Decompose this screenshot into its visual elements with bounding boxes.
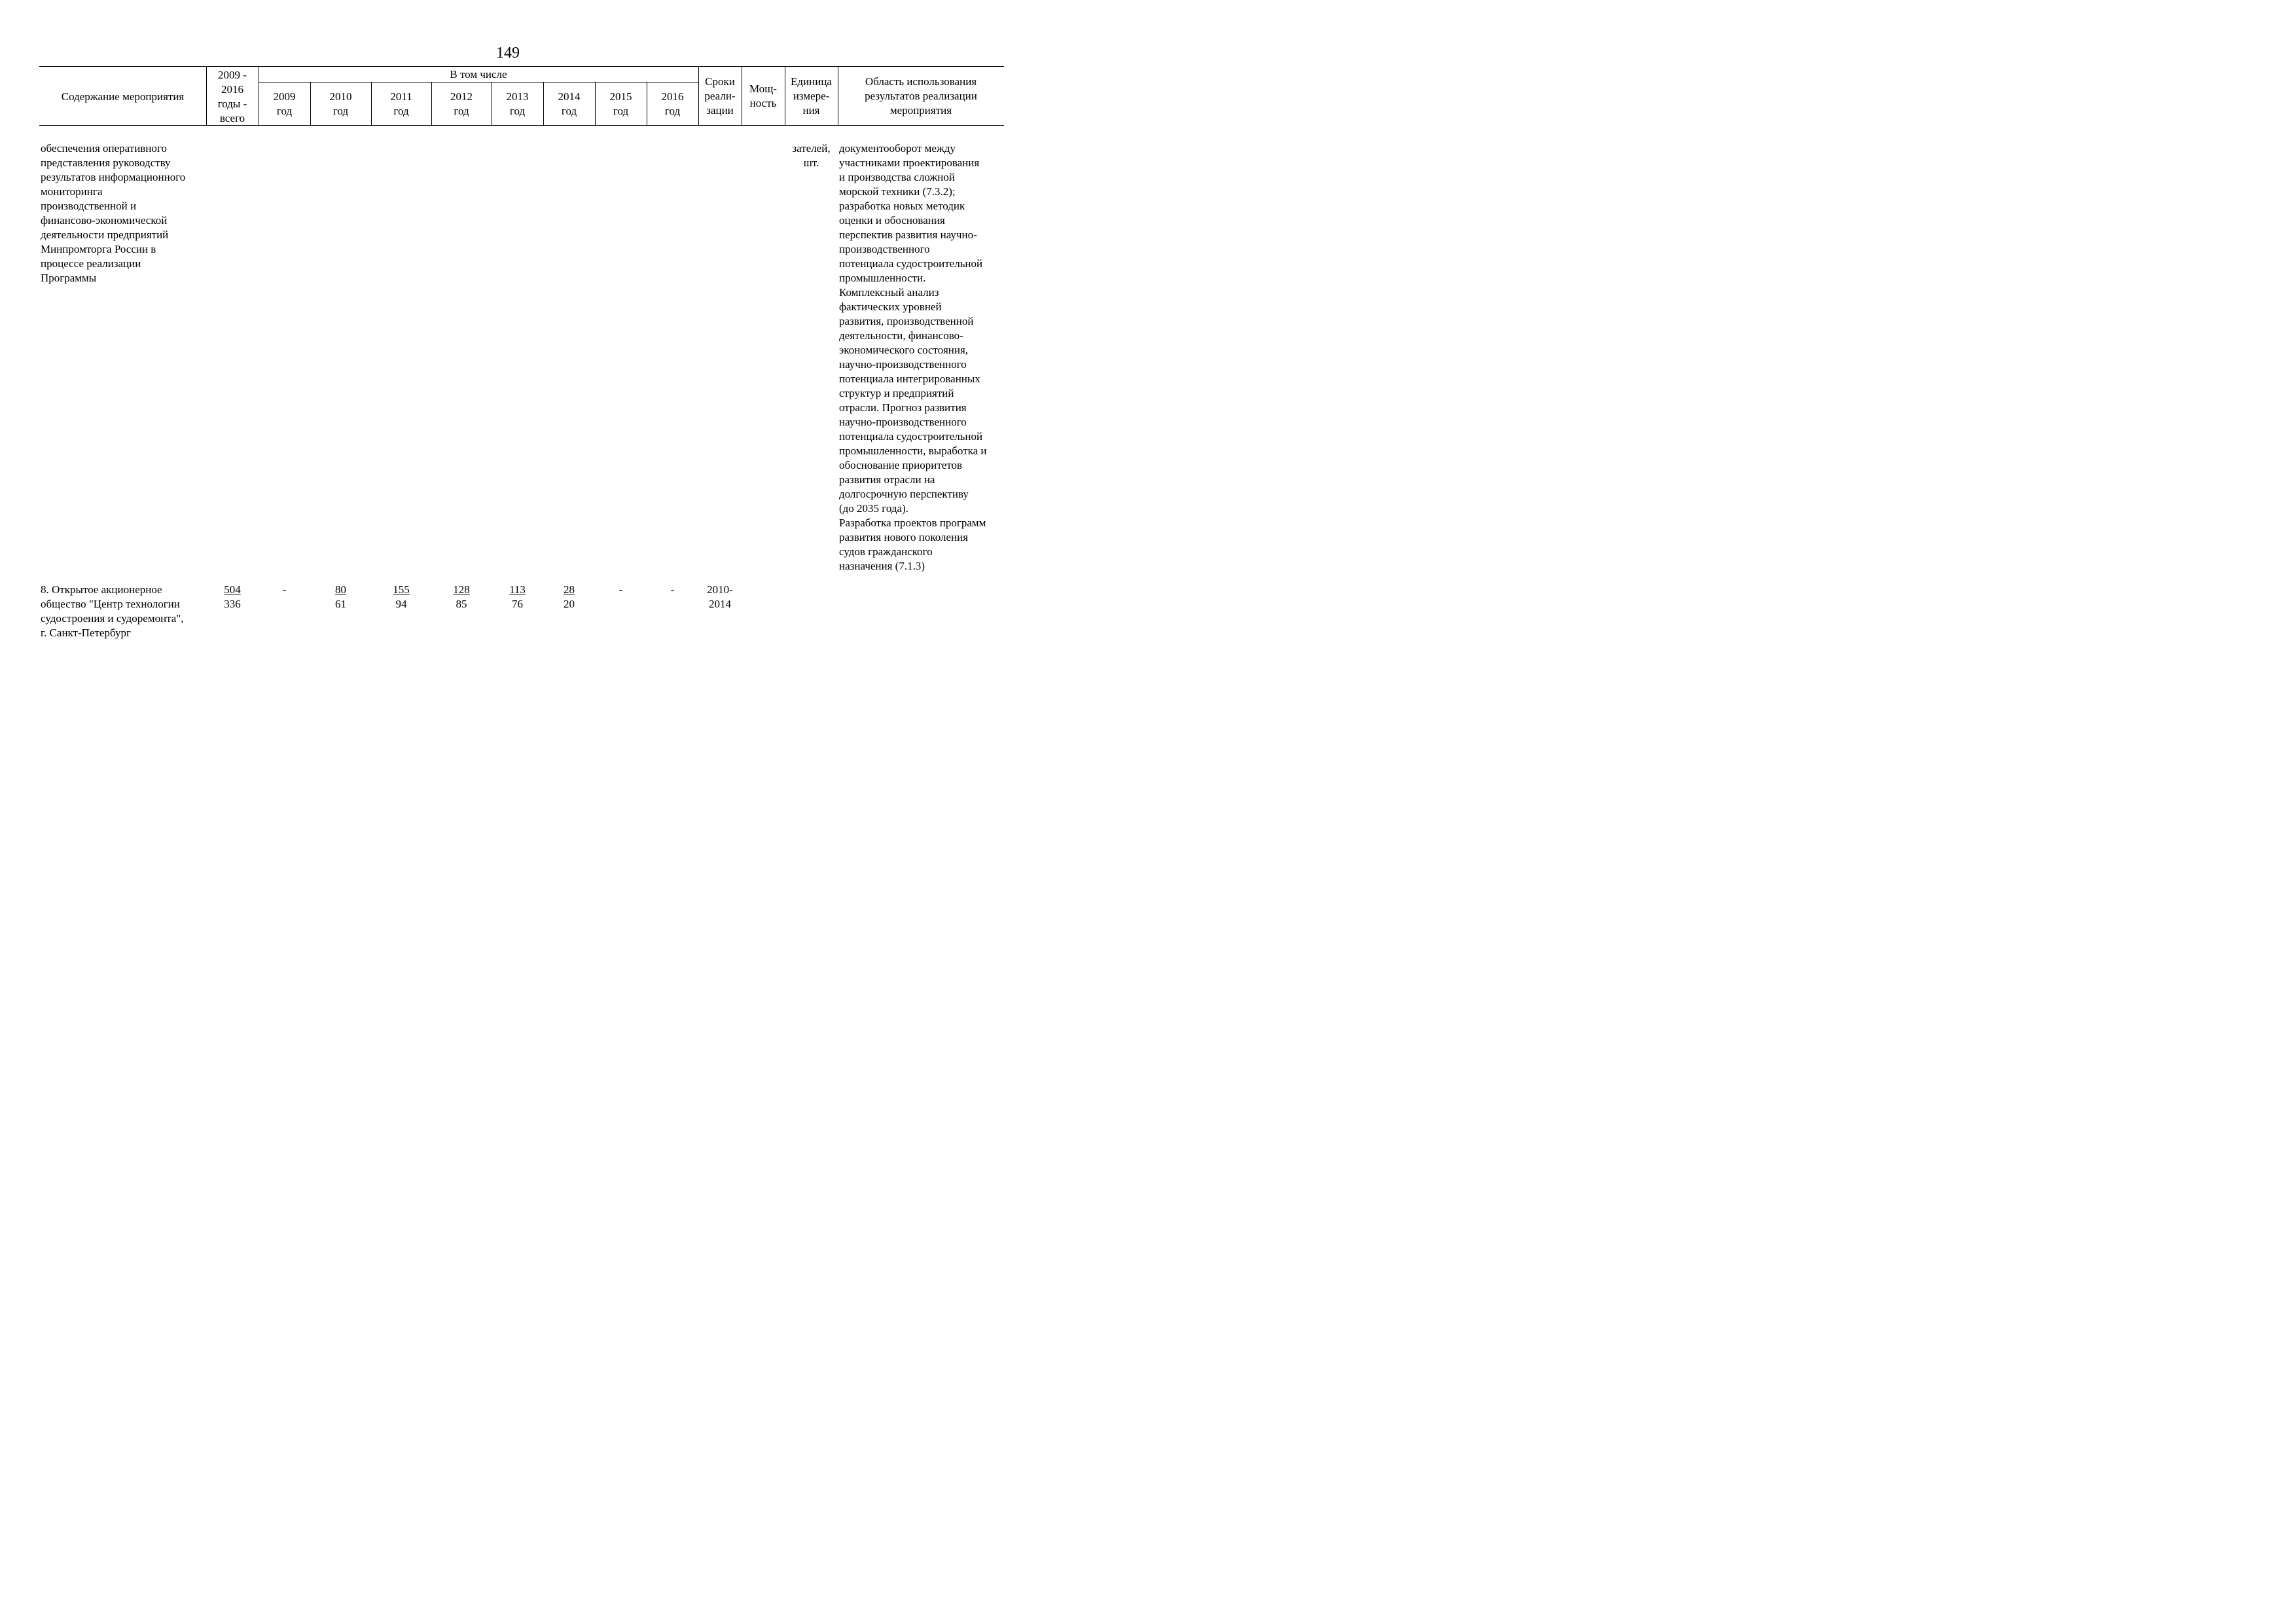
text-line: г. Санкт-Петербург <box>41 627 131 639</box>
value-2012-bottom: 85 <box>456 598 467 610</box>
year-number: 2016 <box>661 90 684 103</box>
text-line: производственного <box>839 243 930 255</box>
text-line: структур и предприятий <box>839 387 954 399</box>
cell-2012 <box>431 583 492 611</box>
year-suffix: год <box>613 105 629 117</box>
text-line: обоснование приоритетов <box>839 459 963 471</box>
text-line: финансово-экономической <box>41 214 168 227</box>
text-line: развития нового поколения <box>839 531 969 543</box>
header-year-2010 <box>310 90 371 119</box>
text-line: судов гражданского <box>839 545 933 558</box>
cell-2015 <box>595 583 647 597</box>
text-line: отрасли. Прогноз развития <box>839 401 967 414</box>
text-line: обеспечения оперативного <box>41 142 167 155</box>
text-line: мониторинга <box>41 185 103 198</box>
text-line: шт. <box>803 156 819 169</box>
text-line: процессе реализации <box>41 257 141 270</box>
year-number: 2014 <box>558 90 581 103</box>
header-bottom-rule <box>39 125 1004 126</box>
row-area-cell <box>839 141 1004 574</box>
value-2014-bottom: 20 <box>564 598 575 610</box>
text-line: участниками проектирования <box>839 156 980 169</box>
year-suffix: год <box>664 105 681 117</box>
year-suffix: год <box>332 105 349 117</box>
value-2011-bottom: 94 <box>395 598 407 610</box>
col-divider <box>206 66 207 125</box>
header-year-2016 <box>647 90 698 119</box>
value-2011-top: 155 <box>393 583 410 596</box>
year-number: 2011 <box>390 90 412 103</box>
cell-terms <box>698 583 742 611</box>
year-number: 2013 <box>506 90 529 103</box>
text-line: производственной и <box>41 200 137 212</box>
header-year-2012 <box>431 90 492 119</box>
text-line: зателей, <box>792 142 831 155</box>
header-year-2013 <box>492 90 543 119</box>
terms-value-top: 2010- <box>707 583 733 596</box>
header-year-2009 <box>259 90 310 119</box>
text-line: оценки и обоснования <box>839 214 945 227</box>
text-line: 8. Открытое акционерное <box>41 583 162 596</box>
value-2014-top: 28 <box>564 583 575 596</box>
cell-2009 <box>259 583 310 597</box>
text-line: деятельности предприятий <box>41 228 169 241</box>
header-total: 2009 - 2016 годы - всего <box>217 69 247 124</box>
header-top-rule <box>39 66 1004 67</box>
text-line: морской техники (7.3.2); <box>839 185 956 198</box>
text-line: и производства сложной <box>839 171 955 183</box>
value-2010-bottom: 61 <box>335 598 346 610</box>
text-line: общество "Центр технологии <box>41 598 180 610</box>
cell-total <box>206 583 259 611</box>
year-suffix: год <box>454 105 469 117</box>
header-terms: Сроки реали- зации <box>704 75 736 117</box>
value-2013-bottom: 76 <box>512 598 523 610</box>
row-content-cell <box>41 583 206 640</box>
text-line: экономического состояния, <box>839 344 969 356</box>
text-line: Комплексный анализ <box>839 286 939 299</box>
header-year-2011 <box>371 90 431 119</box>
text-line: развития отрасли на <box>839 473 935 486</box>
cell-2011 <box>371 583 431 611</box>
cell-2013 <box>492 583 543 611</box>
header-area: Область использования результатов реализации мероприятия <box>865 75 977 117</box>
text-line: потенциала интегрированных <box>839 373 980 385</box>
row-content-cell <box>41 141 206 285</box>
text-line: Минпромторга России в <box>41 243 156 255</box>
year-suffix: год <box>276 105 293 117</box>
text-line: деятельности, финансово- <box>839 329 963 342</box>
header-year-2015 <box>595 90 647 119</box>
text-line: научно-производственного <box>839 358 967 371</box>
text-line: фактических уровней <box>839 301 942 313</box>
header-year-2014 <box>543 90 595 119</box>
value-2012-top: 128 <box>453 583 470 596</box>
col-divider <box>698 66 699 125</box>
text-line: назначения (7.1.3) <box>839 560 925 572</box>
text-line: представления руководству <box>41 156 171 169</box>
text-line: документооборот между <box>839 142 956 155</box>
year-number: 2009 <box>273 90 296 103</box>
total-value-bottom: 336 <box>224 598 241 610</box>
total-value-top: 504 <box>224 583 241 596</box>
text-line: потенциала судостроительной <box>839 257 983 270</box>
text-line: развития, производственной <box>839 315 974 327</box>
year-number: 2012 <box>450 90 473 103</box>
text-line: потенциала судостроительной <box>839 430 983 443</box>
cell-2010 <box>310 583 371 611</box>
cell-2016 <box>647 583 698 597</box>
year-number: 2010 <box>329 90 352 103</box>
text-line: научно-производственного <box>839 416 967 428</box>
header-capacity: Мощ- ность <box>749 82 777 109</box>
text-line: долгосрочную перспективу <box>839 488 969 500</box>
header-unit: Единица измере- ния <box>791 75 832 117</box>
value-2013-top: 113 <box>509 583 526 596</box>
text-line: (до 2035 года). <box>839 502 908 515</box>
text-line: Разработка проектов программ <box>839 517 986 529</box>
text-line: результатов информационного <box>41 171 186 183</box>
header-group-label: В том числе <box>450 68 507 81</box>
year-number: 2015 <box>609 90 632 103</box>
header-content: Содержание мероприятия <box>61 90 185 103</box>
text-line: промышленности. <box>839 272 926 284</box>
year-suffix: год <box>509 105 526 117</box>
text-line: Программы <box>41 272 97 284</box>
terms-value-bottom: 2014 <box>709 598 731 610</box>
cell-2014 <box>543 583 595 611</box>
text-line: перспектив развития научно- <box>839 228 977 241</box>
text-line: разработка новых методик <box>839 200 965 212</box>
text-line: промышленности, выработка и <box>839 445 987 457</box>
value-2009-top: - <box>282 583 287 596</box>
page-number: 149 <box>496 45 520 62</box>
year-suffix: год <box>393 105 409 117</box>
text-line: судостроения и судоремонта", <box>41 612 184 625</box>
year-suffix: год <box>561 105 577 117</box>
value-2010-top: 80 <box>335 583 346 596</box>
value-2015-top: - <box>619 583 623 596</box>
value-2016-top: - <box>670 583 675 596</box>
row-unit-cell <box>786 141 836 170</box>
